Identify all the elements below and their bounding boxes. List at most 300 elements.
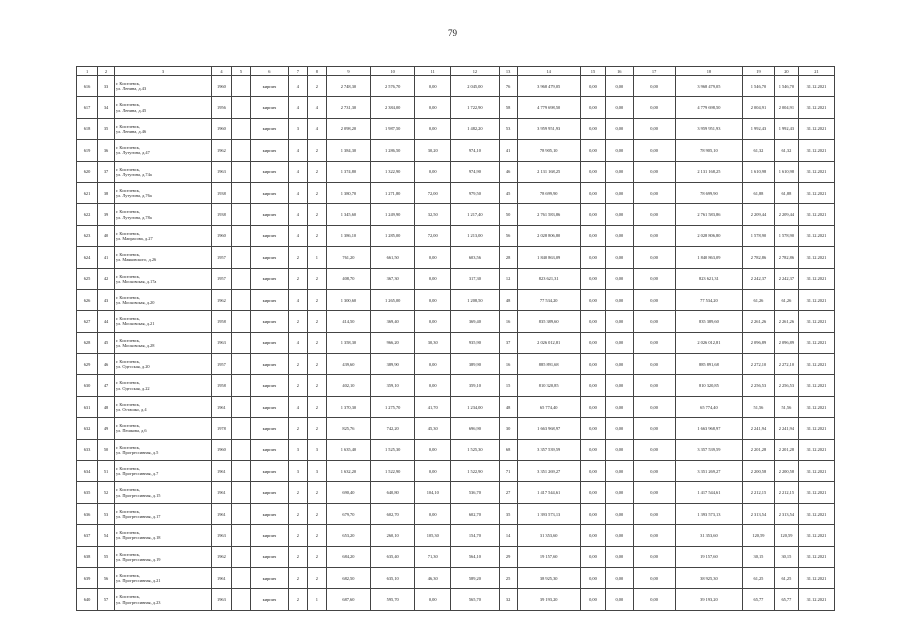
cell-cost-col-17: 0,00 xyxy=(633,140,675,161)
address-city: г. Киселевск, xyxy=(115,530,141,536)
cell-entrances: 1 xyxy=(307,589,326,610)
cell-max-unit-cost: 2 209,44 xyxy=(774,204,798,225)
cell-max-unit-cost: 1 610,98 xyxy=(774,161,798,182)
cell-address xyxy=(114,289,211,310)
cell-cost-col-18: 823 621,31 xyxy=(675,268,742,289)
cell-total-area: 402,10 xyxy=(326,375,370,396)
column-header-10: 10 xyxy=(371,67,415,76)
cell-row-number: 629 xyxy=(77,354,98,375)
cell-non-residential-area: 71,30 xyxy=(415,546,451,567)
column-header-5: 5 xyxy=(231,67,250,76)
cell-row-number: 619 xyxy=(77,140,98,161)
cell-cost-col-18: 31 353,60 xyxy=(675,525,742,546)
cell-floors: 4 xyxy=(288,396,307,417)
column-header-13: 13 xyxy=(499,67,517,76)
cell-floors: 4 xyxy=(288,76,307,97)
cell-residents: 46 xyxy=(499,161,517,182)
cell-address xyxy=(114,482,211,503)
column-header-18: 18 xyxy=(675,67,742,76)
cell-non-residential-area: 41,70 xyxy=(415,396,451,417)
cell-total-cost: 3 351 269,27 xyxy=(517,461,580,482)
cell-completion-date: 31.12.2021 xyxy=(799,225,835,246)
address-street: ул. Лутугина, д.74а xyxy=(115,171,152,177)
cell-cost-col-17: 0,00 xyxy=(633,375,675,396)
table-row xyxy=(77,567,835,588)
cell-cost-col-15: 0,00 xyxy=(580,268,605,289)
cell-entrances: 2 xyxy=(307,311,326,332)
cell-non-residential-area: 0,00 xyxy=(415,118,451,139)
cell-total-cost: 885 891,68 xyxy=(517,354,580,375)
cell-wall-material: кирпич xyxy=(250,461,288,482)
cell-entrances: 4 xyxy=(307,97,326,118)
cell-cost-col-16: 0,00 xyxy=(606,375,633,396)
cell-cost-col-15: 0,00 xyxy=(580,396,605,417)
cell-total-cost: 2 026 012,81 xyxy=(517,332,580,353)
cell-entrances: 2 xyxy=(307,204,326,225)
cell-owned-area: 1 234,00 xyxy=(451,396,499,417)
cell-residents: 56 xyxy=(499,225,517,246)
cell-living-area: 635,40 xyxy=(371,546,415,567)
cell-max-unit-cost: 2 096,89 xyxy=(774,332,798,353)
cell-residents: 32 xyxy=(499,589,517,610)
cell-living-area: 661,50 xyxy=(371,247,415,268)
cell-living-area: 369,40 xyxy=(371,311,415,332)
cell-row-number: 631 xyxy=(77,396,98,417)
address-street: ул. Ленина, д.45 xyxy=(115,107,147,113)
cell-wall-material: кирпич xyxy=(250,140,288,161)
cell-non-residential-area: 0,00 xyxy=(415,289,451,310)
cell-house-number: 36 xyxy=(98,140,115,161)
cell-wall-material: кирпич xyxy=(250,525,288,546)
cell-living-area: 1 249,90 xyxy=(371,204,415,225)
cell-build-year: 1961 xyxy=(211,503,231,524)
column-header-14: 14 xyxy=(517,67,580,76)
cell-cost-col-17: 0,00 xyxy=(633,268,675,289)
table-row xyxy=(77,311,835,332)
cell-cost-col-16: 0,00 xyxy=(606,396,633,417)
cell-non-residential-area: 30,20 xyxy=(415,140,451,161)
cell-total-cost: 78 905,10 xyxy=(517,140,580,161)
cell-cost-col-18: 19 157,60 xyxy=(675,546,742,567)
cell-unit-cost: 61,32 xyxy=(743,140,775,161)
cell-unit-cost: 2 313,54 xyxy=(743,503,775,524)
cell-row-number: 628 xyxy=(77,332,98,353)
cell-build-year: 1961 xyxy=(211,396,231,417)
cell-house-number: 57 xyxy=(98,589,115,610)
cell-living-area: 2 576,70 xyxy=(371,76,415,97)
cell-unit-cost: 51,56 xyxy=(743,396,775,417)
cell-unit-cost: 120,59 xyxy=(743,525,775,546)
cell-total-cost: 1 840 863,09 xyxy=(517,247,580,268)
cell-total-area: 1 300,60 xyxy=(326,289,370,310)
cell-address xyxy=(114,204,211,225)
cell-entrances: 2 xyxy=(307,482,326,503)
cell-cost-col-15: 0,00 xyxy=(580,418,605,439)
cell-residents: 76 xyxy=(499,76,517,97)
cell-owned-area: 602,70 xyxy=(451,503,499,524)
cell-address xyxy=(114,332,211,353)
cell-unit-cost: 2 272,10 xyxy=(743,354,775,375)
address-city: г. Киселевск, xyxy=(115,166,141,172)
table-row xyxy=(77,354,835,375)
cell-column-5 xyxy=(231,396,250,417)
address-street: ул. Осташко, д.4 xyxy=(115,407,147,413)
housing-register-table xyxy=(76,66,835,611)
cell-wall-material: кирпич xyxy=(250,97,288,118)
cell-total-cost: 38 925,30 xyxy=(517,567,580,588)
cell-floors: 2 xyxy=(288,418,307,439)
cell-max-unit-cost: 65,77 xyxy=(774,589,798,610)
cell-living-area: 742,20 xyxy=(371,418,415,439)
cell-residents: 41 xyxy=(499,140,517,161)
cell-living-area: 640,80 xyxy=(371,482,415,503)
cell-total-cost: 78 699,90 xyxy=(517,182,580,203)
cell-entrances: 2 xyxy=(307,396,326,417)
cell-cost-col-17: 0,00 xyxy=(633,589,675,610)
cell-build-year: 1978 xyxy=(211,418,231,439)
cell-row-number: 623 xyxy=(77,225,98,246)
address-street: ул. Московская, д.20 xyxy=(115,300,155,306)
cell-column-5 xyxy=(231,161,250,182)
cell-column-5 xyxy=(231,97,250,118)
cell-completion-date: 31.12.2021 xyxy=(799,525,835,546)
cell-residents: 58 xyxy=(499,97,517,118)
cell-cost-col-18: 3 357 539,59 xyxy=(675,439,742,460)
cell-address xyxy=(114,503,211,524)
cell-cost-col-15: 0,00 xyxy=(580,76,605,97)
cell-house-number: 48 xyxy=(98,396,115,417)
column-header-7: 7 xyxy=(288,67,307,76)
cell-residents: 27 xyxy=(499,482,517,503)
cell-wall-material: кирпич xyxy=(250,546,288,567)
cell-total-area: 2 731,30 xyxy=(326,97,370,118)
cell-completion-date: 31.12.2021 xyxy=(799,332,835,353)
cell-column-5 xyxy=(231,546,250,567)
cell-residents: 50 xyxy=(499,204,517,225)
cell-wall-material: кирпич xyxy=(250,503,288,524)
cell-row-number: 640 xyxy=(77,589,98,610)
cell-total-cost: 4 779 698,50 xyxy=(517,97,580,118)
table-row xyxy=(77,161,835,182)
cell-cost-col-17: 0,00 xyxy=(633,418,675,439)
cell-residents: 48 xyxy=(499,396,517,417)
cell-total-cost: 31 353,60 xyxy=(517,525,580,546)
cell-cost-col-15: 0,00 xyxy=(580,354,605,375)
cell-unit-cost: 1 546,70 xyxy=(743,76,775,97)
address-street: ул. Прогрессивная, д.7 xyxy=(115,471,159,477)
cell-residents: 25 xyxy=(499,567,517,588)
cell-house-number: 47 xyxy=(98,375,115,396)
cell-non-residential-area: 0,00 xyxy=(415,247,451,268)
cell-cost-col-18: 38 925,30 xyxy=(675,567,742,588)
cell-unit-cost: 61,88 xyxy=(743,182,775,203)
cell-column-5 xyxy=(231,140,250,161)
cell-total-area: 1 374,80 xyxy=(326,161,370,182)
cell-house-number: 52 xyxy=(98,482,115,503)
address-street: ул. Мапрасова, д.27 xyxy=(115,235,153,241)
cell-cost-col-16: 0,00 xyxy=(606,525,633,546)
cell-cost-col-18: 885 891,68 xyxy=(675,354,742,375)
cell-owned-area: 154,70 xyxy=(451,525,499,546)
cell-residents: 68 xyxy=(499,439,517,460)
address-city: г. Киселевск, xyxy=(115,380,141,386)
cell-wall-material: кирпич xyxy=(250,418,288,439)
cell-living-area: 1 286,50 xyxy=(371,140,415,161)
cell-wall-material: кирпич xyxy=(250,182,288,203)
address-city: г. Киселевск, xyxy=(115,423,141,429)
cell-floors: 2 xyxy=(288,268,307,289)
cell-total-cost: 39 193,20 xyxy=(517,589,580,610)
cell-owned-area: 589,20 xyxy=(451,567,499,588)
cell-non-residential-area: 0,00 xyxy=(415,97,451,118)
cell-floors: 4 xyxy=(288,204,307,225)
cell-address xyxy=(114,76,211,97)
cell-unit-cost: 2 004,91 xyxy=(743,97,775,118)
cell-row-number: 622 xyxy=(77,204,98,225)
cell-column-5 xyxy=(231,289,250,310)
cell-total-area: 1 345,60 xyxy=(326,204,370,225)
cell-cost-col-17: 0,00 xyxy=(633,503,675,524)
address-city: г. Киселевск, xyxy=(115,444,141,450)
address-city: г. Киселевск, xyxy=(115,80,141,86)
cell-cost-col-16: 0,00 xyxy=(606,418,633,439)
cell-living-area: 1 275,70 xyxy=(371,396,415,417)
cell-total-area: 682,50 xyxy=(326,567,370,588)
table-row xyxy=(77,76,835,97)
cell-cost-col-15: 0,00 xyxy=(580,204,605,225)
column-header-11: 11 xyxy=(415,67,451,76)
cell-build-year: 1960 xyxy=(211,439,231,460)
cell-cost-col-16: 0,00 xyxy=(606,567,633,588)
cell-cost-col-15: 0,00 xyxy=(580,332,605,353)
cell-build-year: 1960 xyxy=(211,118,231,139)
cell-column-5 xyxy=(231,182,250,203)
cell-cost-col-15: 0,00 xyxy=(580,439,605,460)
cell-column-5 xyxy=(231,461,250,482)
cell-house-number: 49 xyxy=(98,418,115,439)
cell-floors: 4 xyxy=(288,140,307,161)
cell-cost-col-17: 0,00 xyxy=(633,332,675,353)
cell-unit-cost: 1 992,43 xyxy=(743,118,775,139)
cell-address xyxy=(114,525,211,546)
cell-house-number: 39 xyxy=(98,204,115,225)
cell-max-unit-cost: 61,32 xyxy=(774,140,798,161)
cell-living-area: 966,20 xyxy=(371,332,415,353)
cell-total-area: 414,50 xyxy=(326,311,370,332)
address-street: ул. Маяковского, д.26 xyxy=(115,257,157,263)
cell-owned-area: 1 208,50 xyxy=(451,289,499,310)
cell-total-area: 761,20 xyxy=(326,247,370,268)
cell-floors: 4 xyxy=(288,97,307,118)
address-city: г. Киселевск, xyxy=(115,123,141,129)
cell-cost-col-18: 1 417 544,61 xyxy=(675,482,742,503)
cell-residents: 16 xyxy=(499,354,517,375)
cell-living-area: 1 265,00 xyxy=(371,289,415,310)
cell-row-number: 635 xyxy=(77,482,98,503)
address-street: ул. Пешкова, д.6 xyxy=(115,428,147,434)
cell-cost-col-15: 0,00 xyxy=(580,589,605,610)
cell-max-unit-cost: 1 578,90 xyxy=(774,225,798,246)
cell-row-number: 637 xyxy=(77,525,98,546)
cell-total-area: 2 748,30 xyxy=(326,76,370,97)
cell-build-year: 1962 xyxy=(211,289,231,310)
cell-floors: 4 xyxy=(288,225,307,246)
address-city: г. Киселевск, xyxy=(115,359,141,365)
cell-total-cost: 1 393 573,13 xyxy=(517,503,580,524)
cell-completion-date: 31.12.2021 xyxy=(799,182,835,203)
cell-cost-col-16: 0,00 xyxy=(606,546,633,567)
table-row xyxy=(77,525,835,546)
cell-floors: 3 xyxy=(288,439,307,460)
address-street: ул. Ленина, д.46 xyxy=(115,128,147,134)
cell-wall-material: кирпич xyxy=(250,332,288,353)
cell-completion-date: 31.12.2021 xyxy=(799,503,835,524)
cell-cost-col-15: 0,00 xyxy=(580,567,605,588)
cell-house-number: 35 xyxy=(98,118,115,139)
cell-column-5 xyxy=(231,418,250,439)
table-row xyxy=(77,247,835,268)
cell-cost-col-18: 39 193,20 xyxy=(675,589,742,610)
cell-completion-date: 31.12.2021 xyxy=(799,589,835,610)
cell-build-year: 1958 xyxy=(211,375,231,396)
cell-max-unit-cost: 2 241,94 xyxy=(774,418,798,439)
cell-row-number: 617 xyxy=(77,97,98,118)
address-street: ул. Прогрессивная, д.5 xyxy=(115,449,159,455)
cell-owned-area: 369,40 xyxy=(451,311,499,332)
cell-cost-col-15: 0,00 xyxy=(580,97,605,118)
cell-unit-cost: 2 209,44 xyxy=(743,204,775,225)
cell-floors: 2 xyxy=(288,503,307,524)
cell-cost-col-17: 0,00 xyxy=(633,461,675,482)
cell-max-unit-cost: 2 313,54 xyxy=(774,503,798,524)
cell-cost-col-18: 77 534,20 xyxy=(675,289,742,310)
address-street: ул. Московская, д.17а xyxy=(115,278,157,284)
cell-entrances: 1 xyxy=(307,247,326,268)
cell-cost-col-15: 0,00 xyxy=(580,546,605,567)
cell-total-area: 690,40 xyxy=(326,482,370,503)
table-row xyxy=(77,503,835,524)
cell-cost-col-16: 0,00 xyxy=(606,589,633,610)
cell-column-5 xyxy=(231,118,250,139)
address-city: г. Киселевск, xyxy=(115,209,141,215)
cell-total-cost: 3 968 479,05 xyxy=(517,76,580,97)
cell-residents: 12 xyxy=(499,268,517,289)
cell-house-number: 37 xyxy=(98,161,115,182)
cell-living-area: 2 384,00 xyxy=(371,97,415,118)
cell-living-area: 595,70 xyxy=(371,589,415,610)
column-header-16: 16 xyxy=(606,67,633,76)
cell-column-5 xyxy=(231,311,250,332)
cell-unit-cost: 2 212,15 xyxy=(743,482,775,503)
cell-non-residential-area: 0,00 xyxy=(415,354,451,375)
address-street: ул. Прогрессивная, д.23 xyxy=(115,599,161,605)
cell-cost-col-16: 0,00 xyxy=(606,140,633,161)
cell-cost-col-16: 0,00 xyxy=(606,439,633,460)
cell-residents: 45 xyxy=(499,182,517,203)
cell-entrances: 2 xyxy=(307,332,326,353)
cell-column-5 xyxy=(231,567,250,588)
cell-build-year: 1957 xyxy=(211,247,231,268)
cell-address xyxy=(114,182,211,203)
address-city: г. Киселевск, xyxy=(115,487,141,493)
cell-unit-cost: 2 261,26 xyxy=(743,311,775,332)
cell-build-year: 1957 xyxy=(211,354,231,375)
cell-house-number: 54 xyxy=(98,525,115,546)
cell-address xyxy=(114,546,211,567)
cell-completion-date: 31.12.2021 xyxy=(799,439,835,460)
cell-address xyxy=(114,567,211,588)
cell-max-unit-cost: 2 272,10 xyxy=(774,354,798,375)
cell-completion-date: 31.12.2021 xyxy=(799,396,835,417)
cell-living-area: 1 522,90 xyxy=(371,461,415,482)
cell-owned-area: 1 722,90 xyxy=(451,97,499,118)
cell-completion-date: 31.12.2021 xyxy=(799,311,835,332)
cell-entrances: 2 xyxy=(307,503,326,524)
cell-cost-col-15: 0,00 xyxy=(580,375,605,396)
cell-total-area: 653,20 xyxy=(326,525,370,546)
cell-owned-area: 1 525,30 xyxy=(451,439,499,460)
cell-entrances: 2 xyxy=(307,182,326,203)
cell-cost-col-15: 0,00 xyxy=(580,182,605,203)
cell-max-unit-cost: 2 261,26 xyxy=(774,311,798,332)
cell-wall-material: кирпич xyxy=(250,76,288,97)
cell-row-number: 621 xyxy=(77,182,98,203)
column-number-row xyxy=(77,67,835,76)
cell-house-number: 33 xyxy=(98,76,115,97)
cell-cost-col-18: 65 774,40 xyxy=(675,396,742,417)
cell-total-area: 1 635,40 xyxy=(326,439,370,460)
cell-living-area: 359,10 xyxy=(371,375,415,396)
cell-house-number: 43 xyxy=(98,289,115,310)
cell-house-number: 45 xyxy=(98,332,115,353)
cell-build-year: 1962 xyxy=(211,140,231,161)
cell-total-area: 1 380,70 xyxy=(326,182,370,203)
cell-cost-col-15: 0,00 xyxy=(580,118,605,139)
cell-entrances: 2 xyxy=(307,76,326,97)
cell-living-area: 367,30 xyxy=(371,268,415,289)
cell-cost-col-16: 0,00 xyxy=(606,161,633,182)
cell-cost-col-18: 1 840 863,09 xyxy=(675,247,742,268)
cell-build-year: 1960 xyxy=(211,76,231,97)
cell-total-area: 439,60 xyxy=(326,354,370,375)
address-city: г. Киселевск, xyxy=(115,551,141,557)
cell-total-area: 687,60 xyxy=(326,589,370,610)
table-row xyxy=(77,461,835,482)
cell-row-number: 639 xyxy=(77,567,98,588)
address-city: г. Киселевск, xyxy=(115,508,141,514)
cell-cost-col-18: 3 968 479,05 xyxy=(675,76,742,97)
cell-residents: 48 xyxy=(499,289,517,310)
cell-address xyxy=(114,418,211,439)
cell-cost-col-18: 2 131 168,25 xyxy=(675,161,742,182)
cell-address xyxy=(114,140,211,161)
cell-total-area: 1 386,10 xyxy=(326,225,370,246)
cell-max-unit-cost: 30,15 xyxy=(774,546,798,567)
cell-unit-cost: 2 096,89 xyxy=(743,332,775,353)
cell-row-number: 620 xyxy=(77,161,98,182)
cell-owned-area: 317,30 xyxy=(451,268,499,289)
address-street: ул. Прогрессивная, д.21 xyxy=(115,578,161,584)
cell-cost-col-17: 0,00 xyxy=(633,225,675,246)
cell-owned-area: 1 217,40 xyxy=(451,204,499,225)
cell-non-residential-area: 0,00 xyxy=(415,589,451,610)
cell-completion-date: 31.12.2021 xyxy=(799,140,835,161)
cell-cost-col-17: 0,00 xyxy=(633,97,675,118)
cell-cost-col-16: 0,00 xyxy=(606,118,633,139)
cell-entrances: 2 xyxy=(307,289,326,310)
cell-build-year: 1963 xyxy=(211,161,231,182)
cell-entrances: 3 xyxy=(307,461,326,482)
